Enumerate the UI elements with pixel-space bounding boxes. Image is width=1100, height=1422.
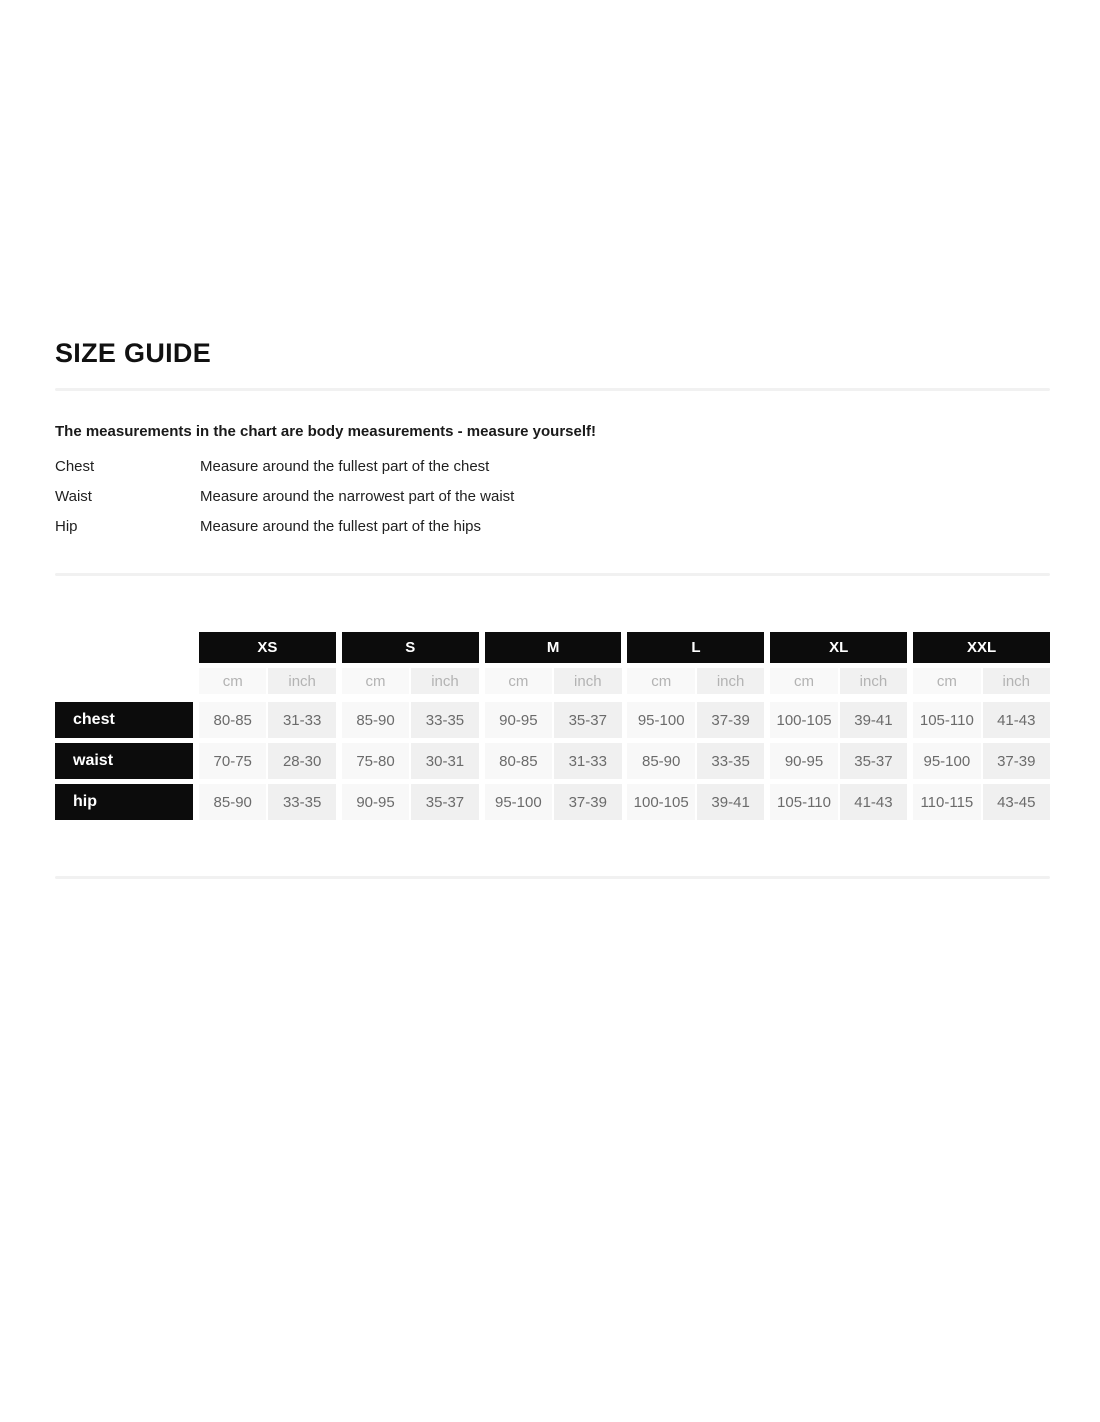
definition-label: Chest — [55, 457, 95, 475]
size-header-xxl: XXL — [913, 632, 1050, 663]
measurement-cell: 95-100 — [485, 784, 552, 820]
measurement-cell: 37-39 — [554, 784, 621, 820]
measurement-cell: 33-35 — [268, 784, 335, 820]
intro-text: The measurements in the chart are body measurements - measure yourself! — [55, 423, 597, 440]
divider — [55, 876, 1050, 879]
size-group-xxl — [913, 632, 1050, 663]
measurement-cell: 110-115 — [913, 784, 980, 820]
measurement-cell: 85-90 — [342, 702, 409, 738]
definition-description: Measure around the fullest part of the chest — [200, 457, 490, 475]
size-group-l — [627, 632, 764, 663]
unit-header-cm: cm — [342, 668, 409, 694]
size-header-l: L — [627, 632, 764, 663]
unit-header-cm: cm — [770, 668, 837, 694]
measurement-cell: 95-100 — [913, 743, 980, 779]
measurement-cell: 35-37 — [411, 784, 478, 820]
measurement-cell: 85-90 — [627, 743, 694, 779]
definition-row-waist — [55, 481, 1050, 511]
row-label-waist: waist — [55, 743, 193, 779]
definition-row-chest — [55, 451, 1050, 481]
measurement-cell: 31-33 — [268, 702, 335, 738]
size-group-s — [342, 632, 479, 663]
unit-header-cm: cm — [485, 668, 552, 694]
definition-row-hip — [55, 511, 1050, 541]
row-label-hip: hip — [55, 784, 193, 820]
header-spacer — [55, 668, 193, 694]
measurement-cell: 90-95 — [485, 702, 552, 738]
unit-group-m — [485, 668, 622, 694]
measurement-cell: 75-80 — [342, 743, 409, 779]
unit-header-inch: inch — [983, 668, 1050, 694]
unit-header-inch: inch — [411, 668, 478, 694]
row-label-chest: chest — [55, 702, 193, 738]
measurement-cell: 41-43 — [983, 702, 1050, 738]
unit-header-inch: inch — [840, 668, 907, 694]
unit-group-s — [342, 668, 479, 694]
measurement-cell: 100-105 — [627, 784, 694, 820]
definition-description: Measure around the fullest part of the hips — [200, 517, 482, 535]
measurement-cell: 37-39 — [983, 743, 1050, 779]
divider — [55, 573, 1050, 576]
measurement-cell: 90-95 — [770, 743, 837, 779]
definition-description: Measure around the narrowest part of the waist — [200, 487, 515, 505]
measurement-cell: 28-30 — [268, 743, 335, 779]
measurement-cell: 100-105 — [770, 702, 837, 738]
size-table — [55, 632, 1050, 820]
measurement-cell: 30-31 — [411, 743, 478, 779]
measurement-cell: 39-41 — [697, 784, 764, 820]
unit-header-inch: inch — [554, 668, 621, 694]
measurement-cell: 43-45 — [983, 784, 1050, 820]
measurement-cell: 85-90 — [199, 784, 266, 820]
size-header-s: S — [342, 632, 479, 663]
unit-header-row — [55, 668, 1050, 694]
page-title: SIZE GUIDE — [55, 338, 212, 368]
measurement-cell: 35-37 — [840, 743, 907, 779]
size-group-xl — [770, 632, 907, 663]
unit-header-cm: cm — [913, 668, 980, 694]
size-header-m: M — [485, 632, 622, 663]
measurement-cell: 41-43 — [840, 784, 907, 820]
measurement-cell: 33-35 — [697, 743, 764, 779]
measurement-cell: 35-37 — [554, 702, 621, 738]
unit-header-inch: inch — [697, 668, 764, 694]
unit-group-xs — [199, 668, 336, 694]
header-spacer — [55, 632, 193, 663]
unit-group-xl — [770, 668, 907, 694]
unit-group-l — [627, 668, 764, 694]
size-group-m — [485, 632, 622, 663]
size-header-xs: XS — [199, 632, 336, 663]
measurement-cell: 33-35 — [411, 702, 478, 738]
measurement-cell: 90-95 — [342, 784, 409, 820]
definition-label: Waist — [55, 487, 92, 505]
divider — [55, 388, 1050, 391]
table-row-hip — [55, 784, 1050, 820]
measurement-cell: 105-110 — [913, 702, 980, 738]
definition-label: Hip — [55, 517, 78, 535]
measurement-cell: 31-33 — [554, 743, 621, 779]
measurement-cell: 37-39 — [697, 702, 764, 738]
measurement-cell: 80-85 — [485, 743, 552, 779]
measurement-cell: 105-110 — [770, 784, 837, 820]
table-row-waist — [55, 743, 1050, 779]
size-group-xs — [199, 632, 336, 663]
measurement-cell: 39-41 — [840, 702, 907, 738]
unit-header-cm: cm — [627, 668, 694, 694]
unit-header-inch: inch — [268, 668, 335, 694]
unit-group-xxl — [913, 668, 1050, 694]
table-row-chest — [55, 702, 1050, 738]
measurement-definitions — [55, 451, 1050, 541]
measurement-cell: 80-85 — [199, 702, 266, 738]
measurement-cell: 70-75 — [199, 743, 266, 779]
size-header-row — [55, 632, 1050, 663]
unit-header-cm: cm — [199, 668, 266, 694]
size-header-xl: XL — [770, 632, 907, 663]
measurement-cell: 95-100 — [627, 702, 694, 738]
